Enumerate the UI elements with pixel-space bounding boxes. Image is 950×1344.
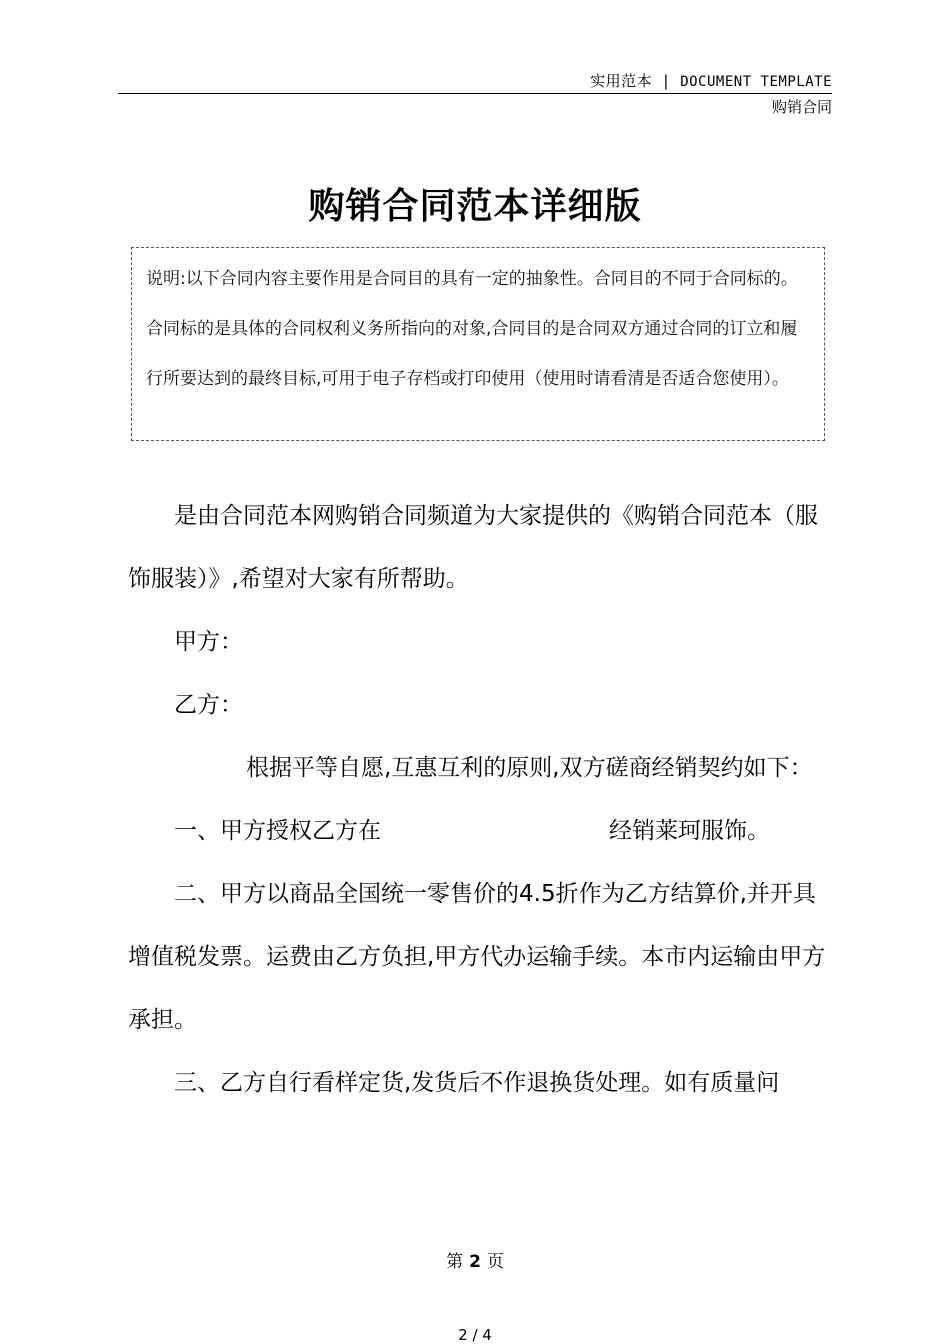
header-rule	[118, 93, 832, 94]
preamble-paragraph: 根据平等自愿,互惠互利的原则,双方磋商经销契约如下：	[246, 755, 813, 781]
header-label	[590, 70, 832, 91]
document-body	[128, 485, 834, 1115]
party-a-line: 甲方：	[174, 629, 243, 655]
clause-1-start: 一、甲方授权乙方在	[174, 818, 381, 844]
page-number	[0, 1247, 950, 1272]
page-number-value: 2	[469, 1252, 481, 1272]
clause-3: 三、乙方自行看样定货,发货后不作退换货处理。如有质量问	[174, 1070, 780, 1096]
header-label-cn: 实用范本	[590, 72, 653, 90]
notice-text: 说明:以下合同内容主要作用是合同目的具有一定的抽象性。合同目的不同于合同标的。合同标的是具体的合同权利义务所指向的对象,合同目的是合同双方通过合同的订立和履行所要达到的最终目标,可用于电子存档或打印使用（使用时请看清是否适合您使用）。	[146, 269, 798, 389]
header-separator: |	[663, 72, 669, 90]
page-counter: 2 / 4	[458, 1326, 492, 1344]
party-b-line: 乙方：	[174, 692, 243, 718]
page-suffix: 页	[486, 1252, 504, 1272]
document-title: 购销合同范本详细版	[308, 186, 642, 227]
intro-paragraph: 是由合同范本网购销合同频道为大家提供的《购销合同范本（服饰服装）》,希望对大家有所帮助。	[128, 503, 818, 592]
clause-1	[128, 800, 834, 863]
page-prefix: 第	[446, 1252, 464, 1272]
clause-1-end: 经销莱珂服饰。	[609, 818, 770, 844]
header-subtitle: 购销合同	[771, 98, 832, 116]
notice-box	[131, 247, 825, 441]
header-label-en: DOCUMENT TEMPLATE	[680, 74, 832, 90]
clause-2: 二、甲方以商品全国统一零售价的4.5折作为乙方结算价,并开具增值税发票。运费由乙方负担,甲方代办运输手续。本市内运输由甲方承担。	[128, 881, 826, 1033]
